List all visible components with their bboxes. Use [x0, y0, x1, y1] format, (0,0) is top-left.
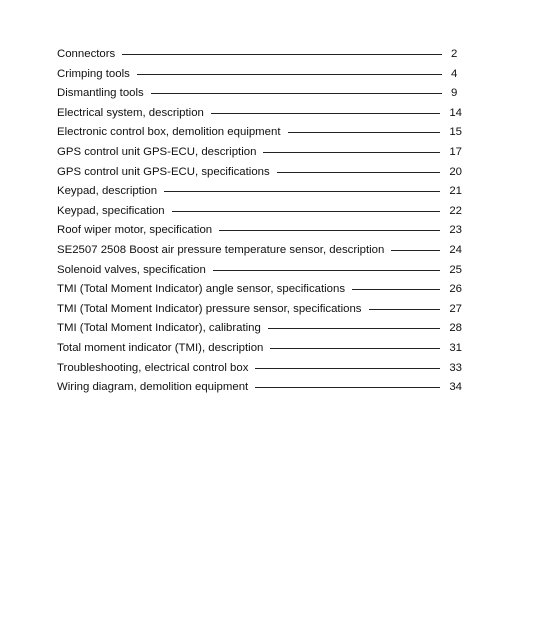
toc-leader-line — [268, 328, 440, 329]
toc-entry-title: Dismantling tools — [57, 87, 144, 100]
toc-leader-line — [137, 74, 442, 75]
toc-entry[interactable] — [57, 123, 462, 143]
toc-leader-line — [255, 387, 440, 388]
toc-entry[interactable] — [57, 221, 462, 241]
toc-leader-line — [255, 368, 440, 369]
toc-leader-line — [391, 250, 440, 251]
toc-page-number: 33 — [449, 361, 462, 374]
toc-entry-title: GPS control unit GPS-ECU, specifications — [57, 165, 270, 178]
toc-leader-line — [277, 172, 441, 173]
toc-page-number: 28 — [449, 322, 462, 335]
toc-entry-title: Keypad, specification — [57, 204, 165, 217]
toc-page-number: 2 — [451, 48, 458, 60]
toc-entry[interactable] — [57, 261, 462, 281]
toc-page-number: 34 — [449, 381, 462, 394]
toc-entry[interactable] — [57, 104, 462, 124]
toc-entry-title: Solenoid valves, specification — [57, 263, 206, 276]
toc-entry[interactable] — [57, 163, 462, 183]
toc-page-number: 21 — [449, 185, 462, 198]
toc-entry[interactable] — [57, 359, 462, 379]
toc-page-number: 14 — [449, 106, 462, 119]
toc-entry-title: Troubleshooting, electrical control box — [57, 361, 249, 374]
toc-page-number: 4 — [451, 67, 458, 80]
toc-leader-line — [219, 230, 440, 231]
toc-page-number: 27 — [449, 302, 462, 315]
toc-page-number: 15 — [449, 126, 462, 139]
table-of-contents — [57, 45, 462, 398]
toc-entry[interactable] — [57, 339, 462, 359]
toc-entry-title: Electronic control box, demolition equipment — [57, 126, 281, 139]
toc-page-number: 31 — [449, 341, 462, 354]
toc-leader-line — [369, 309, 441, 310]
toc-page-number: 25 — [449, 263, 462, 276]
toc-leader-line — [122, 54, 442, 55]
toc-entry[interactable] — [57, 84, 462, 104]
toc-entry-title: SE2507 2508 Boost air pressure temperature sensor, description — [57, 243, 385, 256]
toc-entry-title: Crimping tools — [57, 67, 130, 80]
toc-entry-title: TMI (Total Moment Indicator) angle sensor, specifications — [57, 283, 346, 296]
toc-leader-line — [151, 93, 442, 94]
toc-leader-line — [211, 113, 440, 114]
toc-entry[interactable] — [57, 300, 462, 320]
toc-page-number: 20 — [449, 165, 462, 178]
toc-leader-line — [288, 132, 441, 133]
toc-page-number: 24 — [449, 243, 462, 256]
toc-entry[interactable] — [57, 241, 462, 261]
toc-entry-title: TMI (Total Moment Indicator) pressure sensor, specifications — [57, 302, 362, 315]
toc-leader-line — [263, 152, 440, 153]
toc-entry[interactable] — [57, 65, 462, 85]
toc-entry-title: TMI (Total Moment Indicator), calibrating — [57, 322, 261, 335]
toc-entry[interactable] — [57, 280, 462, 300]
toc-page-number: 9 — [451, 87, 458, 100]
toc-entry[interactable] — [57, 202, 462, 222]
toc-page-number: 17 — [449, 145, 462, 158]
toc-page-number: 23 — [449, 224, 462, 237]
toc-entry-title: Roof wiper motor, specification — [57, 224, 213, 237]
toc-entry-title: Electrical system, description — [57, 106, 204, 119]
toc-entry-title: Connectors — [57, 48, 116, 60]
toc-entry[interactable] — [57, 45, 462, 65]
toc-leader-line — [213, 270, 441, 271]
toc-entry[interactable] — [57, 143, 462, 163]
toc-leader-line — [172, 211, 441, 212]
toc-entry[interactable] — [57, 182, 462, 202]
toc-page-number: 26 — [449, 283, 462, 296]
toc-entry-title: Total moment indicator (TMI), description — [57, 341, 264, 354]
toc-leader-line — [270, 348, 440, 349]
toc-leader-line — [352, 289, 440, 290]
toc-entry-title: GPS control unit GPS-ECU, description — [57, 145, 257, 158]
toc-entry[interactable] — [57, 378, 462, 398]
toc-leader-line — [164, 191, 440, 192]
toc-page-number: 22 — [449, 204, 462, 217]
toc-entry-title: Wiring diagram, demolition equipment — [57, 381, 249, 394]
toc-entry-title: Keypad, description — [57, 185, 158, 198]
toc-entry[interactable] — [57, 319, 462, 339]
